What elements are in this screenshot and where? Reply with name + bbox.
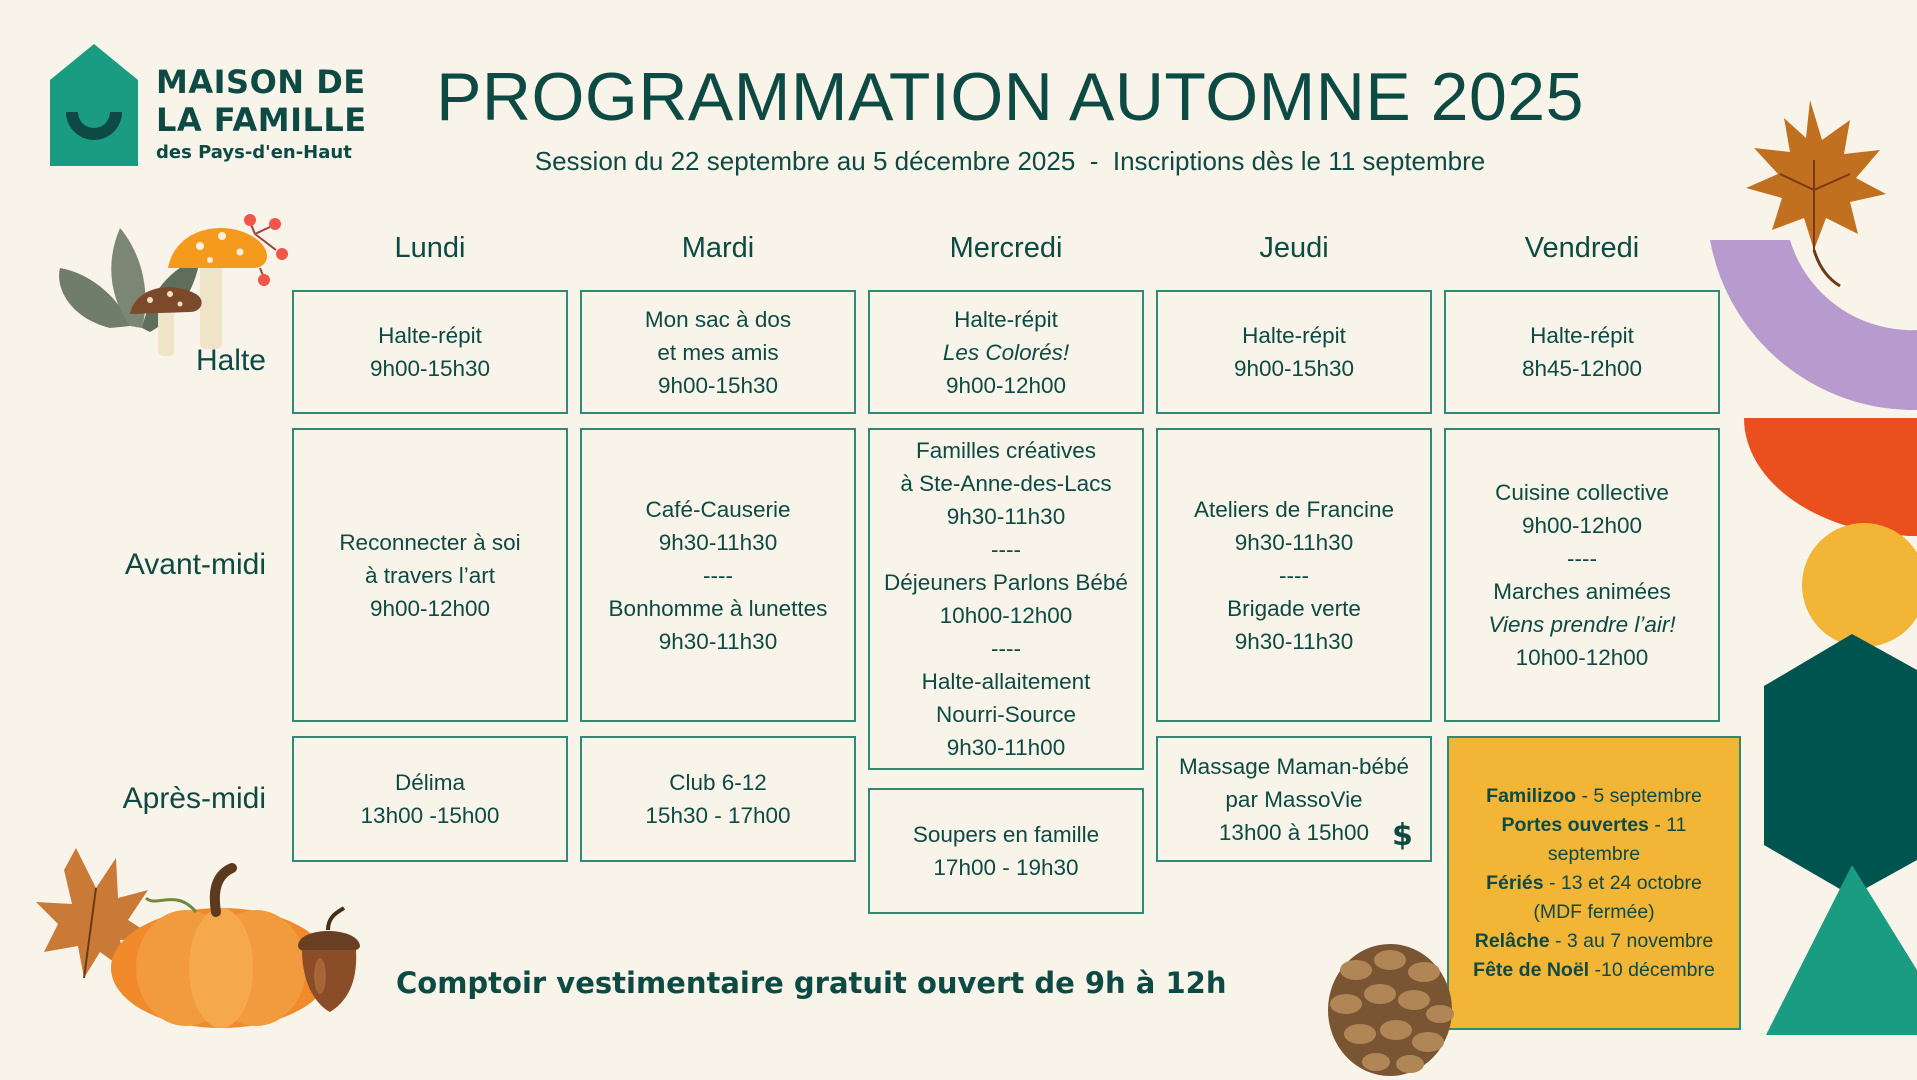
cell-text: ---- (1279, 562, 1309, 588)
cell-text: 10h00-12h00 (1515, 645, 1649, 670)
row-label-halte: Halte (195, 344, 266, 377)
logo-line-1: MAISON DE (156, 63, 366, 101)
acorn-icon (288, 906, 370, 1016)
info-line: Fête de Noël -10 décembre (1473, 958, 1715, 981)
cell-text: Familles créatives (915, 438, 1097, 463)
cell-avant-midi-vendredi (1444, 428, 1720, 722)
cell-halte-mardi (580, 290, 856, 414)
cell-text: et mes amis (657, 339, 779, 365)
cell-text: Brigade verte (1227, 595, 1361, 621)
cell-text: Soupers en famille (912, 822, 1100, 847)
cell-text: 9h30-11h30 (658, 529, 778, 555)
cell-apres-midi-mercredi (868, 788, 1144, 914)
geometric-shapes-icon (1700, 90, 1917, 1080)
cell-text: par MassoVie (1225, 786, 1363, 812)
info-line: Familizoo - 5 septembre (1486, 784, 1702, 807)
cell-text: à travers l’art (364, 562, 496, 588)
cell-text: 9h00-12h00 (1521, 513, 1643, 538)
house-logo-icon (50, 44, 138, 166)
pine-cone-icon (1316, 930, 1462, 1080)
cell-text: ---- (991, 636, 1021, 661)
cell-avant-midi-mercredi (868, 428, 1144, 770)
cell-text: Café-Causerie (645, 496, 791, 522)
info-line: (MDF fermée) (1533, 900, 1655, 923)
cell-halte-jeudi (1156, 290, 1432, 414)
cell-text: 15h30 - 17h00 (645, 803, 791, 828)
page-title: PROGRAMMATION AUTOMNE 2025 (436, 59, 1584, 135)
cell-text: 9h00-12h00 (945, 372, 1067, 398)
page-subtitle: Session du 22 septembre au 5 décembre 2025 - Inscriptions dès le 11 septembre (534, 146, 1486, 176)
cell-halte-vendredi (1444, 290, 1720, 414)
row-label-apres-midi: Après-midi (122, 782, 266, 815)
info-line: Portes ouvertes - 11 (1501, 813, 1687, 836)
cell-apres-midi-mardi (580, 736, 856, 862)
cell-text: 8h45-12h00 (1521, 356, 1643, 381)
cell-text: 13h00 -15h00 (360, 803, 500, 828)
cell-text: 9h00-15h30 (1233, 356, 1355, 381)
cell-text: Reconnecter à soi (339, 529, 521, 555)
info-box (1447, 736, 1741, 1030)
cell-text: Halte-répit (1530, 323, 1634, 348)
cell-text: Mon sac à dos (644, 306, 792, 332)
logo-line-3: des Pays-d'en-Haut (156, 142, 352, 163)
cell-text: 10h00-12h00 (939, 603, 1073, 628)
cell-text: 9h30-11h30 (1234, 529, 1354, 555)
logo-line-2: LA FAMILLE (156, 101, 367, 139)
cell-text: Les Colorés! (942, 339, 1070, 365)
price-dollar-icon: $ (1392, 818, 1413, 853)
cell-text: 9h30-11h30 (1234, 628, 1354, 654)
day-lundi: Lundi (394, 232, 466, 264)
cell-text: 9h00-15h30 (369, 356, 491, 381)
cell-text: 9h30-11h30 (658, 628, 778, 654)
cell-text: à Ste-Anne-des-Lacs (900, 471, 1112, 496)
cell-text: Halte-répit (954, 306, 1058, 332)
cell-text: Bonhomme à lunettes (608, 595, 828, 621)
row-label-avant-midi: Avant-midi (124, 548, 266, 581)
cell-text: 9h00-12h00 (369, 595, 491, 621)
cell-text: Massage Maman-bébé (1178, 753, 1410, 779)
cell-text: 13h00 à 15h00 (1218, 819, 1370, 845)
cell-text: Ateliers de Francine (1193, 496, 1395, 522)
cell-text: 9h00-15h30 (657, 372, 779, 398)
cell-text: Marches animées (1493, 579, 1671, 604)
cell-text: Déjeuners Parlons Bébé (884, 570, 1128, 595)
cell-text: Nourri-Source (935, 702, 1077, 727)
cell-text: ---- (703, 562, 733, 588)
cell-text: Délima (394, 770, 466, 795)
cell-halte-lundi (292, 290, 568, 414)
cell-text: 17h00 - 19h30 (933, 855, 1079, 880)
info-line: Relâche - 3 au 7 novembre (1474, 929, 1714, 952)
footer-note: Comptoir vestimentaire gratuit ouvert de 9h à 12h (396, 966, 1227, 1000)
logo-text (156, 63, 367, 163)
cell-text: Halte-allaitement (921, 669, 1091, 694)
day-mardi: Mardi (681, 232, 755, 264)
day-jeudi: Jeudi (1259, 232, 1329, 264)
cell-avant-midi-lundi (292, 428, 568, 722)
cell-text: Halte-répit (1242, 323, 1346, 348)
mushroom-leaves-icon (50, 208, 296, 360)
cell-text: Halte-répit (378, 323, 482, 348)
day-mercredi: Mercredi (949, 232, 1063, 264)
cell-apres-midi-jeudi (1156, 736, 1432, 862)
cell-text: Club 6-12 (669, 770, 767, 795)
info-line: Fériés - 13 et 24 octobre (1486, 871, 1702, 894)
cell-text: 9h30-11h00 (946, 735, 1066, 760)
day-vendredi: Vendredi (1524, 232, 1640, 264)
info-line: septembre (1547, 842, 1641, 865)
cell-text: Cuisine collective (1495, 480, 1669, 505)
cell-text: Viens prendre l’air! (1488, 612, 1676, 637)
cell-text: ---- (991, 537, 1021, 562)
cell-text: 9h30-11h30 (946, 504, 1066, 529)
cell-avant-midi-jeudi (1156, 428, 1432, 722)
cell-halte-mercredi (868, 290, 1144, 414)
cell-text: ---- (1567, 546, 1597, 571)
cell-avant-midi-mardi (580, 428, 856, 722)
